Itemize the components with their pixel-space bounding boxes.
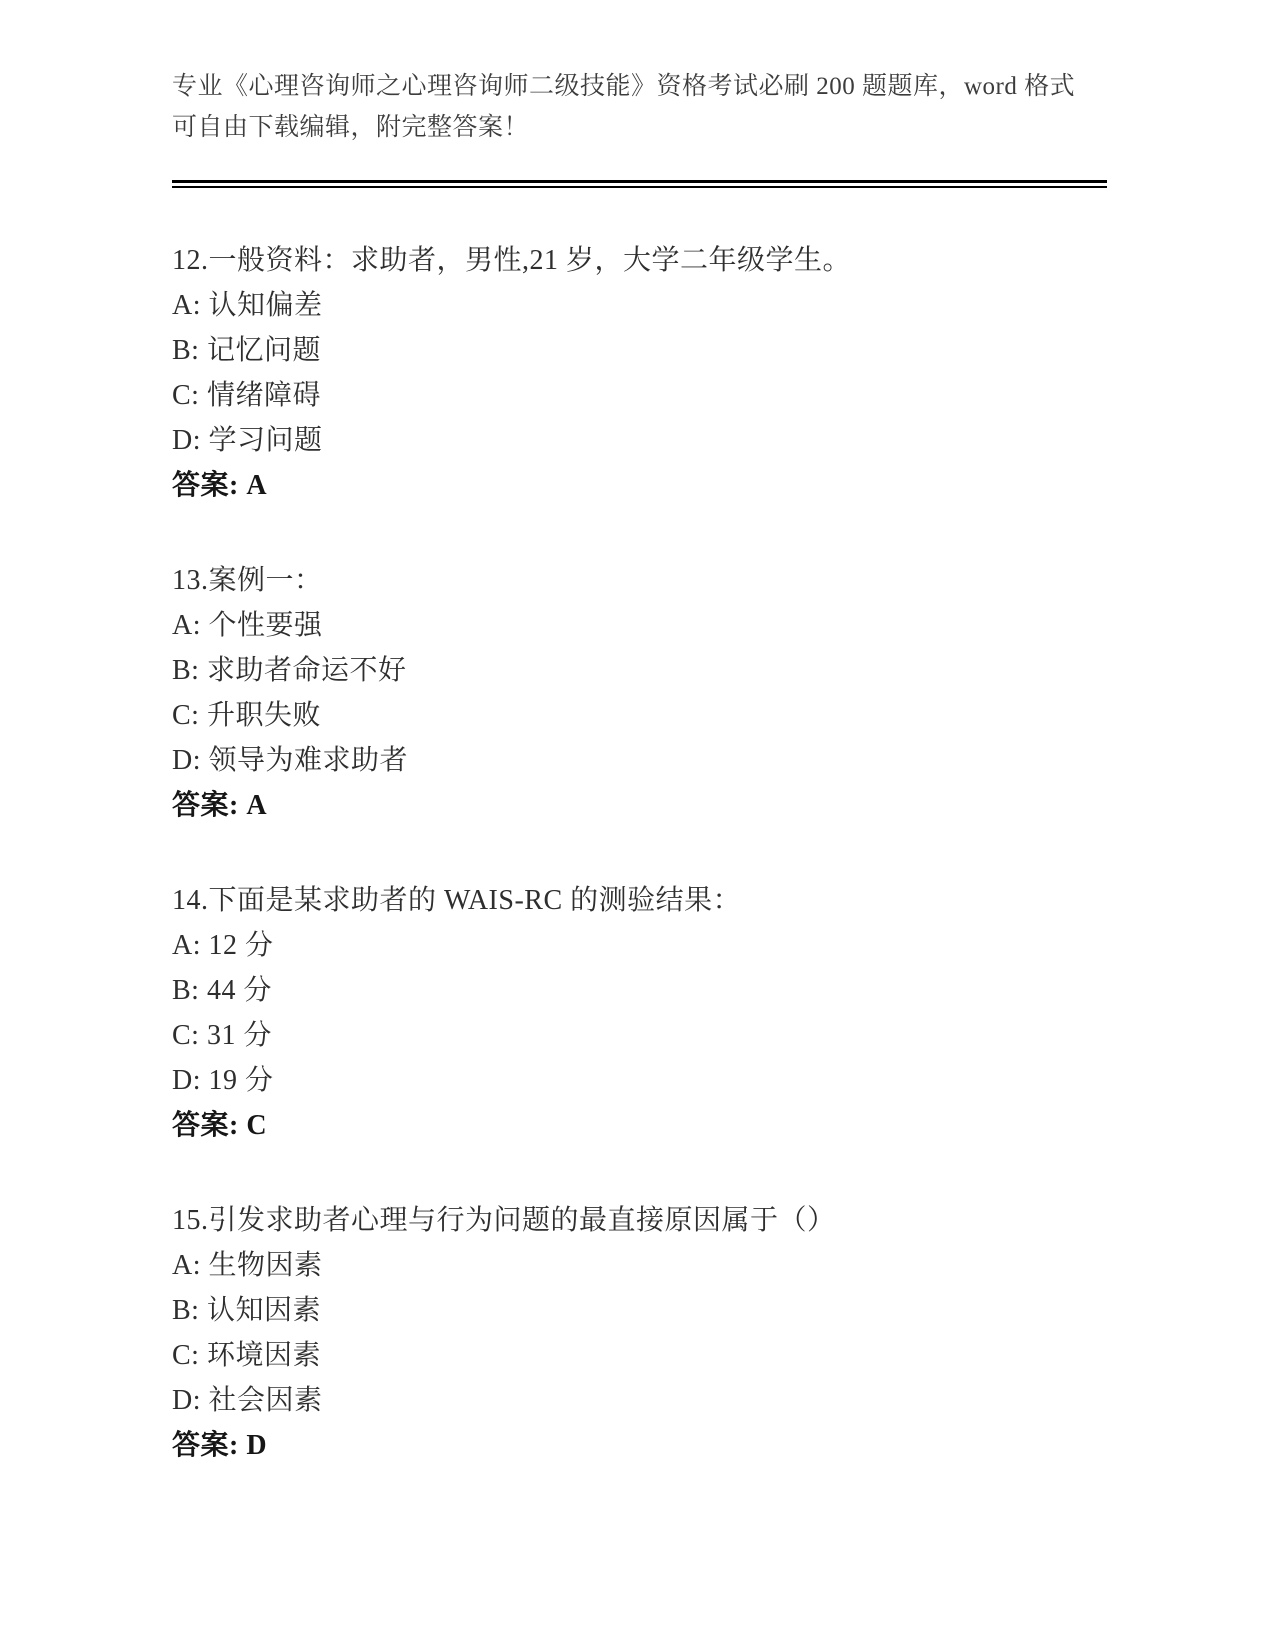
header-text-line-1: 专业《心理咨询师之心理咨询师二级技能》资格考试必刷 200 题题库，word 格式	[172, 73, 1076, 100]
question-12-option-d: D: 学习问题	[172, 425, 323, 456]
question-13-option-d: D: 领导为难求助者	[172, 745, 409, 776]
question-13-option-a: A: 个性要强	[172, 610, 323, 641]
question-15-option-a: A: 生物因素	[172, 1250, 323, 1281]
question-12-option-b: B: 记忆问题	[172, 335, 321, 366]
question-15-answer: 答案: D	[172, 1430, 268, 1461]
question-12-answer: 答案: A	[172, 470, 268, 501]
question-14-option-a: A: 12 分	[172, 930, 274, 961]
question-15-text: 15.引发求助者心理与行为问题的最直接原因属于（）	[172, 1205, 836, 1236]
header-text-line-2: 可自由下载编辑，附完整答案！	[172, 114, 530, 141]
question-14-option-b: B: 44 分	[172, 975, 272, 1006]
document-body	[172, 238, 1107, 1468]
question-13-text: 13.案例一：	[172, 565, 323, 596]
question-15-option-b: B: 认知因素	[172, 1295, 321, 1326]
rule-thick-line	[172, 180, 1107, 183]
question-14-option-d: D: 19 分	[172, 1065, 274, 1096]
question-12-text: 12.一般资料：求助者，男性,21 岁，大学二年级学生。	[172, 245, 852, 276]
question-12-option-c: C: 情绪障碍	[172, 380, 321, 411]
question-13-option-c: C: 升职失败	[172, 700, 321, 731]
question-14-option-c: C: 31 分	[172, 1020, 272, 1051]
question-12	[172, 238, 1107, 508]
header-double-rule	[172, 180, 1107, 188]
document-header	[172, 66, 1107, 148]
question-14-answer: 答案: C	[172, 1110, 268, 1141]
question-14-text: 14.下面是某求助者的 WAIS-RC 的测验结果：	[172, 885, 742, 916]
question-15-option-c: C: 环境因素	[172, 1340, 321, 1371]
rule-thin-line	[172, 186, 1107, 188]
question-14	[172, 878, 1107, 1148]
question-13-answer: 答案: A	[172, 790, 268, 821]
question-15-option-d: D: 社会因素	[172, 1385, 323, 1416]
question-13	[172, 558, 1107, 828]
question-15	[172, 1198, 1107, 1468]
question-12-option-a: A: 认知偏差	[172, 290, 323, 321]
question-13-option-b: B: 求助者命运不好	[172, 655, 407, 686]
